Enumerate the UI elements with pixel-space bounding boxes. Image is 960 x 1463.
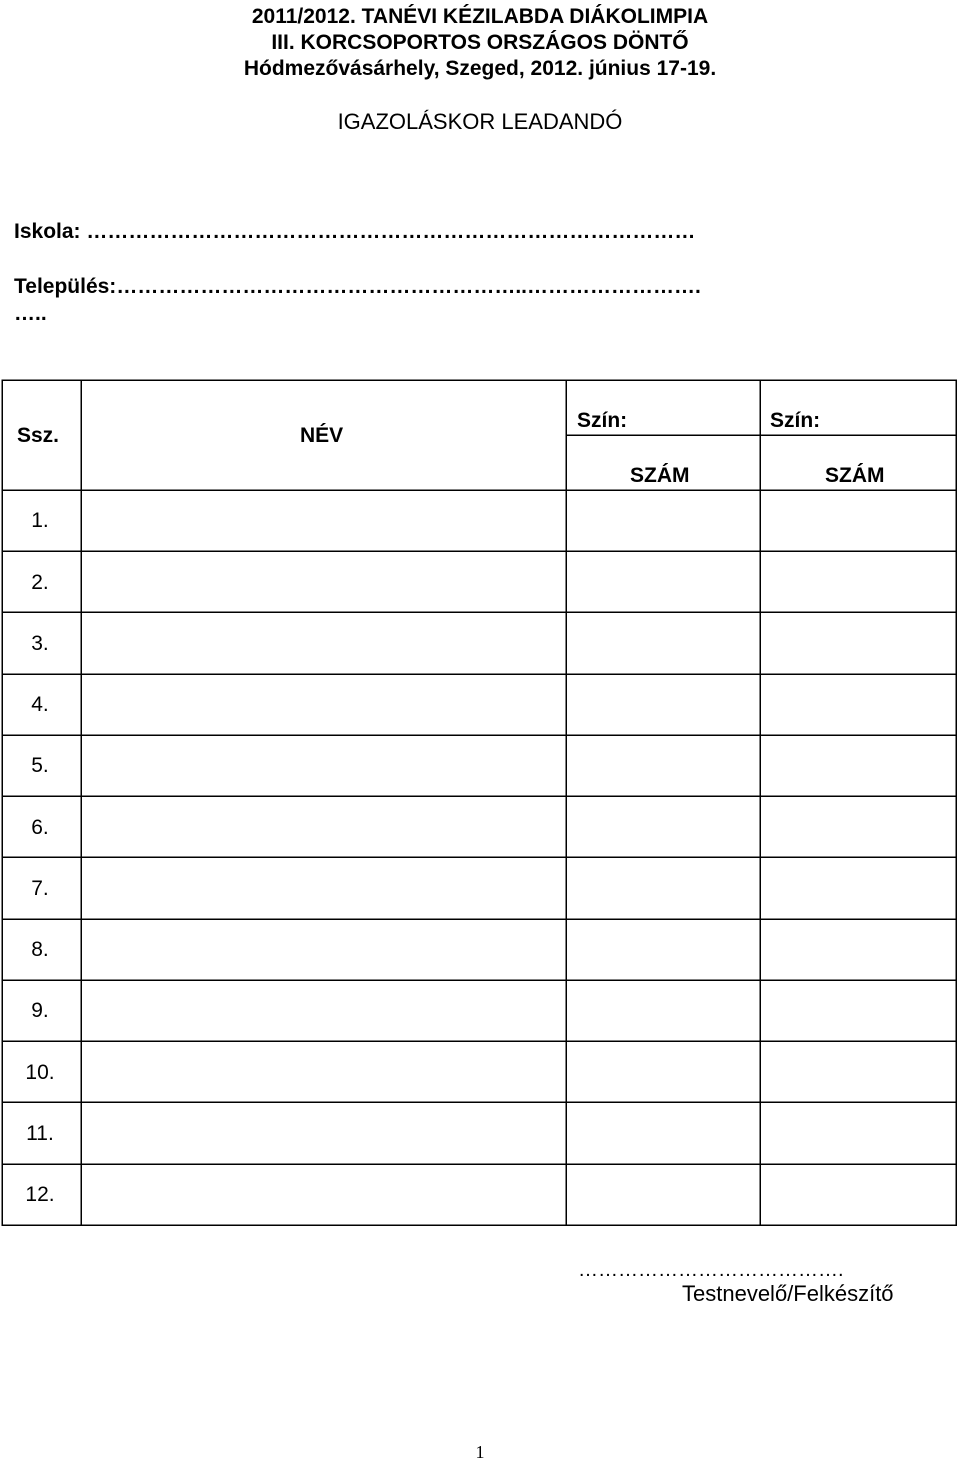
table-row-number: 6.	[31, 816, 49, 839]
table-row-number: 10.	[25, 1061, 55, 1084]
header-location-date: Hódmezővásárhely, Szeged, 2012. június 17-19.	[243, 57, 717, 80]
town-label: Település:	[14, 275, 117, 298]
column-header-number-2: SZÁM	[825, 464, 885, 487]
town-dots-continuation: …..	[14, 302, 47, 325]
column-header-ssz: Ssz.	[17, 424, 60, 447]
header-title: 2011/2012. TANÉVI KÉZILABDA DIÁKOLIMPIA	[251, 5, 709, 28]
column-header-name: NÉV	[300, 424, 344, 447]
table-row-number: 3.	[31, 632, 49, 655]
column-header-color-1: Szín:	[577, 409, 628, 432]
school-dots: ……………………………………………………………………………	[86, 220, 696, 243]
table-row-number: 12.	[25, 1183, 55, 1206]
table-row-number: 7.	[31, 877, 49, 900]
table-row-number: 5.	[31, 754, 49, 777]
submission-note: IGAZOLÁSKOR LEADANDÓ	[337, 109, 623, 134]
table-row-number: 11.	[26, 1122, 54, 1145]
column-header-color-2: Szín:	[770, 409, 821, 432]
school-label: Iskola:	[14, 220, 81, 243]
town-dots: …………………………………………………..…………………….	[116, 275, 701, 298]
table-row-number: 4.	[31, 693, 49, 716]
signature-line[interactable]: ………………………………….	[578, 1259, 844, 1281]
table-row-number: 8.	[31, 938, 49, 961]
table-row-number: 1.	[31, 509, 49, 532]
table-row-number: 2.	[31, 571, 49, 594]
column-header-number-1: SZÁM	[630, 464, 690, 487]
page-number: 1	[475, 1442, 485, 1462]
signature-label: Testnevelő/Felkészítő	[682, 1281, 894, 1306]
header-subtitle: III. KORCSOPORTOS ORSZÁGOS DÖNTŐ	[271, 31, 689, 54]
table-row-number: 9.	[31, 999, 49, 1022]
